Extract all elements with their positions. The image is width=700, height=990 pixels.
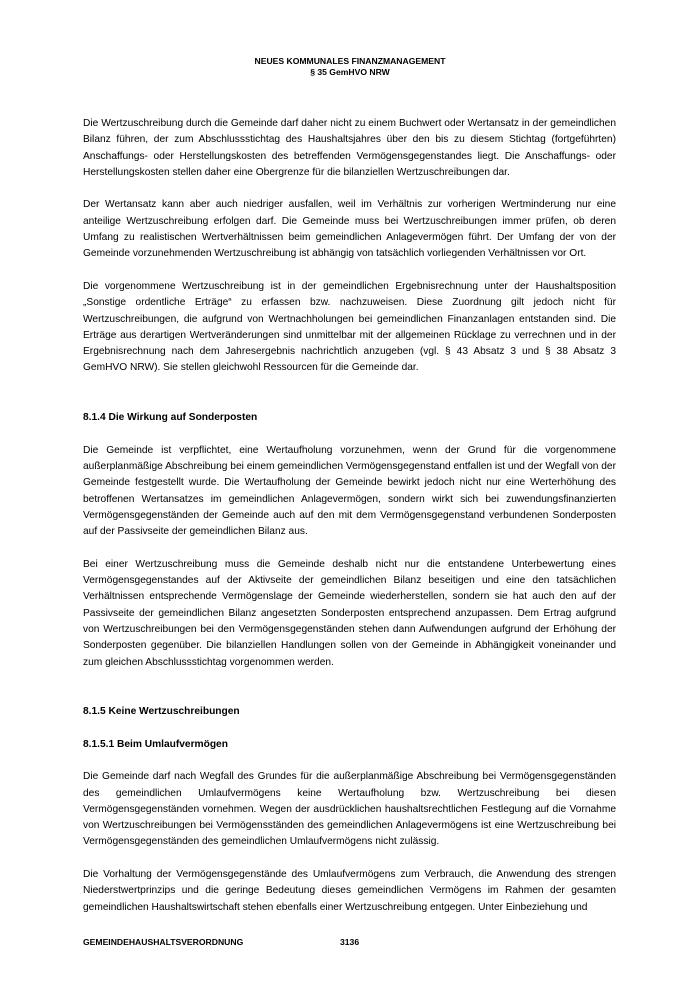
paragraph: Bei einer Wertzuschreibung muss die Gemeinde deshalb nicht nur die entstandene Unterbewertung eines Vermögensgegenstandes auf der Aktivseite der gemeindlichen Bilanz beseitigen und eine den tatsächlichen Verhältnissen entsprechende Vermögenslage der Gemeinde wiederherstellen, sondern sie hat auch den auf der Passivseite der gemeindlichen Bilanz angesetzten Sonderposten entsprechend anzupassen. Dem Ertrag aufgrund von Wertzuschreibungen bei den Vermögensgegenständen stehen dann Aufwendungen aufgrund der Erhöhung der Sonderposten gegenüber. Die bilanziellen Handlungen sollen von der Gemeinde in Abhängigkeit voneinander und zum gleichen Abschlussstichtag vorgenommen werden.: [83, 558, 616, 668]
paragraph: Die vorgenommene Wertzuschreibung ist in der gemeindlichen Ergebnisrechnung unter der Haushaltsposition „Sonstige ordentliche Erträge“ zu erfassen bzw. nachzuweisen. Diese Zuordnung gilt jedoch nicht für Wertzuschreibungen, die aufgrund von Wertnachholungen bei gemeindlichen Finanzanlagen entstanden sind. Die Erträge aus derartigen Wertveränderungen sind unmittelbar mit der allgemeinen Rücklage zu verrechnen und in der Ergebnisrechnung nach dem Jahresergebnis nachrichtlich anzugeben (vgl. § 43 Absatz 3 und § 38 Absatz 3 GemHVO NRW). Sie stellen gleichwohl Ressourcen für die Gemeinde dar.: [83, 280, 616, 374]
section-heading-8-1-5: 8.1.5 Keine Wertzuschreibungen: [83, 706, 240, 718]
header-subtitle: § 35 GemHVO NRW: [310, 67, 390, 77]
paragraph: Die Wertzuschreibung durch die Gemeinde darf daher nicht zu einem Buchwert oder Wertansatz in der gemeindlichen Bilanz führen, der zum Abschlussstichtag des Haushaltsjahres über den bis zu diesem Stichtag (fortgeführten) Anschaffungs- oder Herstellungskosten des betreffenden Vermögensgegenstandes liegt. Die Anschaffungs- oder Herstellungskosten stellen daher eine Obergrenze für die bilanziellen Wertzuschreibungen dar.: [83, 118, 616, 178]
header-title: NEUES KOMMUNALES FINANZMANAGEMENT: [254, 56, 446, 66]
section-heading-8-1-5-1: 8.1.5.1 Beim Umlaufvermögen: [83, 738, 228, 750]
page-header: [0, 56, 700, 78]
section-heading-8-1-4: 8.1.4 Die Wirkung auf Sonderposten: [83, 412, 258, 424]
paragraph: Die Gemeinde darf nach Wegfall des Grundes für die außerplanmäßige Abschreibung bei Vermögensgegenständen des gemeindlichen Umlaufvermögens keine Wertaufholung bzw. Wertzuschreibung bei diesen Vermögensgegenständen vornehmen. Wegen der ausdrücklichen haushaltsrechtlichen Festlegung auf die Vornahme von Wertzuschreibungen bei Vermögensständen des gemeindlichen Anlagevermögens ist eine Wertzuschreibung bei Vermögensgegenständen des gemeindlichen Umlaufvermögens nicht zulässig.: [83, 771, 616, 848]
paragraph: Der Wertansatz kann aber auch niedriger ausfallen, weil im Verhältnis zur vorherigen Wertminderung nur eine anteilige Wertzuschreibung erfolgen darf. Die Gemeinde muss bei Wertzuschreibungen immer prüfen, ob deren Umfang zu realistischen Wertverhältnissen beim gemeindlichen Anlagevermögen führt. Der Umfang der von der Gemeinde vorzunehmenden Wertzuschreibung ist abhängig von tatsächlich vorliegenden Verhältnissen vor Ort.: [83, 199, 616, 260]
paragraph: Die Gemeinde ist verpflichtet, eine Wertaufholung vorzunehmen, wenn der Grund für die vorgenommene außerplanmäßige Abschreibung bei einem gemeindlichen Vermögensgegenstand entfallen ist und der Wegfall von der Gemeinde festgestellt wurde. Die Wertaufholung der Gemeinde bewirkt jedoch nicht nur eine Werterhöhung des betroffenen Wertansatzes im gemeindlichen Anlagevermögen, sondern wirkt sich bei zuwendungsfinanzierten Vermögensgegenständen der Gemeinde auch auf den mit dem Vermögensgegenstand verbundenen Sonderposten auf der Passivseite der gemeindlichen Bilanz aus.: [83, 444, 616, 538]
page-footer: [83, 937, 360, 948]
paragraph: Die Vorhaltung der Vermögensgegenstände des Umlaufvermögens zum Verbrauch, die Anwendung des strengen Niederstwertprinzips und die geringe Bedeutung dieses gemeindlichen Vermögens im Rahmen der gesamten gemeindlichen Haushaltswirtschaft stehen ebenfalls einer Wertzuschreibung entgegen. Unter Einbeziehung und: [83, 869, 616, 913]
footer-title: GEMEINDEHAUSHALTSVERORDNUNG: [83, 937, 244, 947]
page-number: 3136: [340, 937, 360, 947]
document-body: [83, 116, 616, 932]
